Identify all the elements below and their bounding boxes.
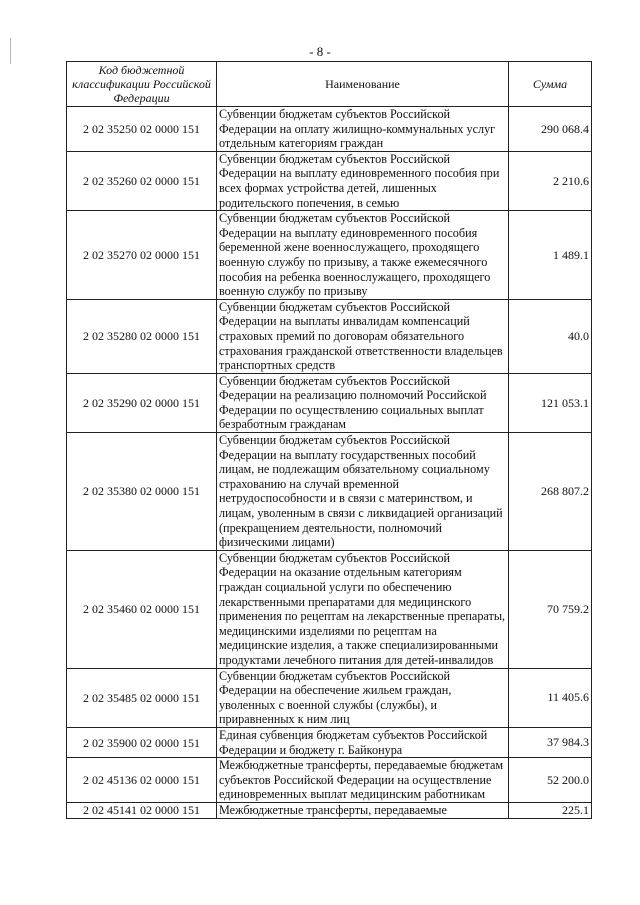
table-row: [67, 299, 592, 373]
table-row: [67, 211, 592, 300]
row-sum: 11 405.6: [509, 668, 592, 727]
row-sum: 37 984.3: [509, 727, 592, 757]
row-code: 2 02 35270 02 0000 151: [67, 211, 217, 300]
row-name: Субвенции бюджетам субъектов Российской Федерации на выплаты инвалидам компенсаций страховых премий по договорам обязательного страхования гражданской ответственности владельцев транспортных средств: [217, 299, 509, 373]
row-sum: 70 759.2: [509, 550, 592, 668]
row-name: Субвенции бюджетам субъектов Российской Федерации на выплату единовременного пособия при всех формах устройства детей, лишенных родительского попечения, в семью: [217, 151, 509, 210]
row-sum: 290 068.4: [509, 107, 592, 152]
table-row: [67, 727, 592, 757]
row-name: Межбюджетные трансферты, передаваемые бюджетам субъектов Российской Федерации на осуществление единовременных выплат медицинским работникам: [217, 758, 509, 803]
row-sum: 40.0: [509, 299, 592, 373]
row-name: Субвенции бюджетам субъектов Российской Федерации на оплату жилищно-коммунальных услуг отдельным категориям граждан: [217, 107, 509, 152]
row-name: Единая субвенция бюджетам субъектов Российской Федерации и бюджету г. Байконура: [217, 727, 509, 757]
row-code: 2 02 35460 02 0000 151: [67, 550, 217, 668]
row-code: 2 02 35260 02 0000 151: [67, 151, 217, 210]
row-sum: 52 200.0: [509, 758, 592, 803]
row-code: 2 02 35380 02 0000 151: [67, 433, 217, 551]
header-code: Код бюджетной классификации Российской Федерации: [67, 62, 217, 107]
table-row: [67, 802, 592, 818]
row-name: Субвенции бюджетам субъектов Российской Федерации на оказание отдельным категориям граждан социальной услуги по обеспечению лекарственными препаратами для медицинского применения по рецептам на лекарственные препараты, медицинскими изделиями по рецептам на медицинские изделия, а также специализированными продуктами лечебного питания для детей-инвалидов: [217, 550, 509, 668]
table-row: [67, 668, 592, 727]
row-code: 2 02 35250 02 0000 151: [67, 107, 217, 152]
row-name: Субвенции бюджетам субъектов Российской Федерации на реализацию полномочий Российской Федерации по осуществлению социальных выплат безработным гражданам: [217, 373, 509, 432]
row-code: 2 02 45136 02 0000 151: [67, 758, 217, 803]
row-code: 2 02 45141 02 0000 151: [67, 802, 217, 818]
table-row: [67, 550, 592, 668]
row-code: 2 02 35280 02 0000 151: [67, 299, 217, 373]
table-header-row: [67, 62, 592, 107]
header-name: Наименование: [217, 62, 509, 107]
row-code: 2 02 35485 02 0000 151: [67, 668, 217, 727]
row-name: Субвенции бюджетам субъектов Российской Федерации на выплату государственных пособий лицам, не подлежащим обязательному социальному страхованию на случай временной нетрудоспособности и в связи с материнством, и лицам, уволенным в связи с ликвидацией организаций (прекращением деятельности, полномочий физическими лицами): [217, 433, 509, 551]
row-sum: 225.1: [509, 802, 592, 818]
table-row: [67, 758, 592, 803]
row-code: 2 02 35290 02 0000 151: [67, 373, 217, 432]
row-code: 2 02 35900 02 0000 151: [67, 727, 217, 757]
row-sum: 268 807.2: [509, 433, 592, 551]
row-name: Межбюджетные трансферты, передаваемые: [217, 802, 509, 818]
page-number: - 8 -: [309, 44, 331, 59]
budget-classification-table: [66, 61, 592, 819]
row-sum: 1 489.1: [509, 211, 592, 300]
table-row: [67, 107, 592, 152]
row-sum: 121 053.1: [509, 373, 592, 432]
row-sum: 2 210.6: [509, 151, 592, 210]
row-name: Субвенции бюджетам субъектов Российской Федерации на обеспечение жильем граждан, уволенных с военной службы (службы), и приравненных к ним лиц: [217, 668, 509, 727]
row-name: Субвенции бюджетам субъектов Российской Федерации на выплату единовременного пособия беременной жене военнослужащего, проходящего военную службу по призыву, а также ежемесячного пособия на ребенка военнослужащего, проходящего военную службу по призыву: [217, 211, 509, 300]
table-row: [67, 433, 592, 551]
header-sum: Сумма: [509, 62, 592, 107]
table-row: [67, 373, 592, 432]
table-row: [67, 151, 592, 210]
